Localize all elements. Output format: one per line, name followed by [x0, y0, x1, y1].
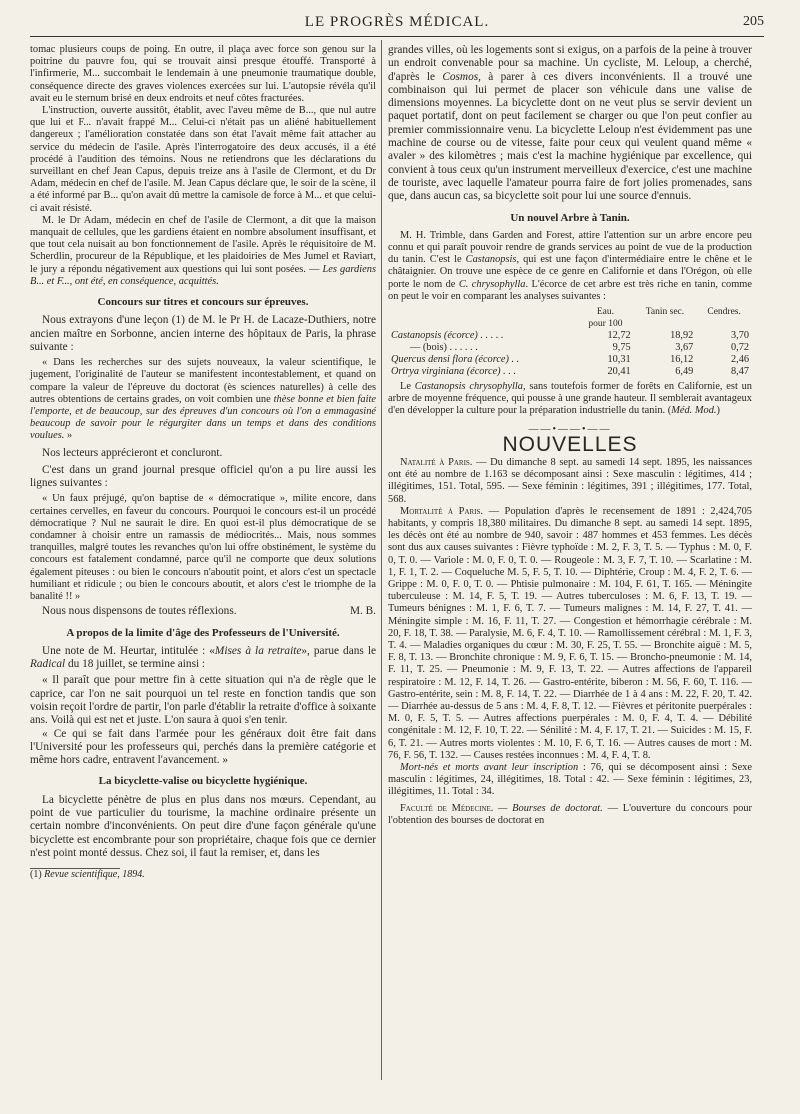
- left-column: [30, 44, 376, 881]
- paragraph: M. le Dr Adam, médecin en chef de l'asile de Clermont, a dit que la maison manquait de cellules, que les gardiens étaient en nombre absolument insuffisant, et que tout cela nuisait au bon fonctionnement de l'asile. Après le réquisitoire de M. Scherdlin, procureur de la République, et les plaidoiries de Mes Jumel et Raviart, le jury a répondu négativement aux questions qui lui sont posées. — Les gardiens B... et F..., ont été, en conséquence, acquittés.: [30, 214, 376, 287]
- tannin-table: [388, 306, 752, 378]
- news-item: Mortalité à Paris. — Population d'après le recensement de 1891 : 2,424,705 habitants, y compris 18,380 militaires. Du dimanche 8 sept. au samedi 14 sept. 1895, les décès ont été au nombre de 940, savoir : 487 hommes et 453 femmes. Les décès sont dus aux causes suivantes : Fièvre typhoïde : M. 2, F. 3, T. 5. — Typhus : M. 0, F. 0, T. 0. — Variole : M. 0, F. 0, T. 0. — Rougeole : M. 3, F. 7, T. 10. — Scarlatine : M. 1, F. 1, T. 2. — Coqueluche M. 5, F. 5, T. 10. — Diphtérie, Croup : M. 4, F. 2, T. 6. — Grippe : M. 0, F. 0, T. 0. — Phtisie pulmonaire : M. 104, F. 61, T. 165. — Méningite tuberculeuse : M. 14, F. 5, T. 19. — Autres tuberculoses : M. 6, F. 13, T. 19. — Tumeurs bénignes : M. 1, F. 6, T. 7. — Tumeurs malignes : M. 14, F. 27, T. 41. — Méningite simple : M. 16, F. 11, T. 27. — Congestion et hémorrhagie cérébrale : M. 20, F. 18, T. 38. — Paralysie, M. 6, F. 4, T. 10. — Ramollissement cérébral : M. 1, F. 3, T. 4. — Maladies organiques du cœur : M. 30, F. 25, T. 55. — Bronchite aiguë : M. 5, F. 8, T. 13. — Bronchite chronique : M. 9, F. 6, T. 15. — Broncho-pneumonie : M. 14, F. 11, T. 25. — Pneumonie : M. 9, F. 13, T. 22. — Autres affections de l'appareil respiratoire : M. 12, F. 14, T. 26. — Gastro-entérite, biberon : M. 56, F. 60, T. 116. — Gastro-entérite, sein : M. 8, F. 14, T. 22. — Diarrhée de 1 à 4 ans : M. 22, F. 20, T. 42. — Diarrhée au-dessus de 5 ans : M. 4, F. 8, T. 12. — Fièvres et péritonite puerpérales : M. 0, F. 5, T. 5. — Autres affections puerpérales : M. 0, F. 4, T. 4. — Débilité congénitale : M. 12, F. 10, T. 22. — Sénilité : M. 4, F. 17, T. 21. — Suicides : M. 15, F. 6, T. 21. — Autres morts violentes : M. 10, F. 6, T. 16. — Autres causes de mort : M. 76, F. 56, T. 132. — Causes restées inconnues : M. 4, F. 4, T. 8.: [388, 505, 752, 761]
- section-heading: Concours sur titres et concours sur épreuves.: [97, 296, 309, 309]
- table-header-row: [388, 306, 752, 318]
- table-row: Ortrya virginiana (écorce) . . . 20,41 6,49 8,47: [391, 365, 749, 377]
- paragraph: C'est dans un grand journal presque officiel qu'on a pu lire aussi les lignes suivantes :: [30, 463, 376, 490]
- paragraph: Une note de M. Heurtar, intitulée : «Mises à la retraite», parue dans le Radical du 18 juillet, se termine ainsi :: [30, 644, 376, 671]
- paragraph: Nos lecteurs apprécieront et concluront.: [42, 446, 223, 459]
- paragraph: M. H. Trimble, dans Garden and Forest, attire l'attention sur un arbre encore peu connu et qui paraît pouvoir rendre de grands services au point de vue de la production du tanin. C'est le Castanopsis, qui est une façon d'intermédiaire entre le chêne et le châtaignier. On trouve une espèce de ce genre en Californie et dans l'Orégon, où elle porte le nom de C. chrysophylla. L'écorce de cet arbre est très riche en tanin, comme on peut le voir en comparant les analyses suivantes :: [388, 229, 752, 302]
- table-row: — (bois) . . . . . . 9,75 3,67 0,72: [410, 341, 749, 353]
- section-heading: La bicyclette-valise ou bicyclette hygiénique.: [98, 775, 308, 788]
- column-header: Tanin sec.: [645, 306, 685, 317]
- quotation: « Ce qui se fait dans l'armée pour les généraux doit être fait dans l'Université pour les professeurs qui, perchés dans la première catégorie et même hors cadre, entravent l'avancement. »: [30, 727, 376, 767]
- quotation: « Un faux préjugé, qu'on baptise de « démocratique », milite encore, dans certaines cervelles, en faveur du concours. Pourquoi le concours est-il un procédé démocratique ? Nul ne saurait le dire. En quoi est-il plus démocratique de se condamner à choisir entre un ramassis de médiocrités... Mais, nous sommes tranquilles, malgré toutes les revanches qu'on lui offre obstinément, le système du concours est fatalement condamné, parce qu'il ne comporte que deux solutions également piteuses : ou bien le concours n'aboutit point, et alors c'est un spectacle humiliant et ridicule ; ou bien le concours aboutit, et alors c'est le triomphe de la banalité !! »: [30, 493, 376, 603]
- journal-title: LE PROGRÈS MÉDICAL.: [304, 14, 490, 30]
- paragraph: Le Castanopsis chrysophylla, sans toutefois former de forêts en Californie, est un arbre de moyenne fréquence, qui pousse à une grande hauteur. Il semblerait avantageux d'en développer la culture pour la préparation industrielle du tanin. (Méd. Mod.): [388, 380, 752, 417]
- column-header: Eau.: [596, 306, 615, 317]
- paragraph: tomac plusieurs coups de poing. En outre, il plaça avec force son genou sur la poitrine du pauvre fou, qui se trouvait ainsi presque étouffé. Transporté à l'infirmerie, M... succombait le lendemain à une pneumonie traumatique double, conséquence directe des graves violences exercées sur lui. L'autopsie révéla qu'il avait eu le sternum brisé en deux endroits et neuf côtes fracturées.: [30, 44, 376, 104]
- paragraph: La bicyclette pénètre de plus en plus dans nos mœurs. Cependant, au point de vue particulier du tourisme, la machine ordinaire présente un certain nombre d'inconvénients. On peut dire d'une façon générale qu'une bicyclette est encombrante pour son propriétaire, chaque fois que ce dernier n'est point monté dessus. Chez soi, il faut la remiser, et, dans les: [30, 793, 376, 859]
- quotation: « Dans les recherches sur des sujets nouveaux, la valeur scientifique, le jugement, l'originalité de l'auteur se manifestent incontestablement, et quand on compare la valeur de l'épreuve du doctorat (ès sciences naturelles) à celle des autres obtentions de certains grades, on voit combien une thèse bonne et bien faite l'emporte, et de beaucoup, sur des épreuves d'un concours où l'on a emmagasiné beaucoup de savoir pour le régurgiter dans un temps et dans des conditions voulues. »: [30, 357, 376, 442]
- table-row: Castanopsis (écorce) . . . . . 12,72 18,92 3,70: [391, 329, 749, 341]
- page-header: [30, 10, 764, 37]
- quotation: « Il paraît que pour mettre fin à cette situation qui n'a de règle que le caprice, car l'on ne sait pourquoi un tel reste en fonction tandis que son voisin reçoit l'ordre de partir, l'on parle d'établir la retraite d'office à soixante ans. Voilà qui est net et juste. L'on saura à quoi s'en tenir.: [30, 674, 376, 727]
- paragraph: L'instruction, ouverte aussitôt, établit, avec l'aveu même de B..., que nul autre que lui et F... n'avait frappé M... Celui-ci n'était pas un aliéné habituellement dangereux ; l'amélioration constatée dans son état l'avait même fait attacher au service du médecin de l'asile. Après l'interrogatoire des deux accusés, il a été procédé à l'audition des témoins. Nous ne retiendrons que les déclarations du surveillant en chef Jean Capus, depuis treize ans à l'asile de Clermont, et du Dr Adam, médecin en chef de l'asile. M. Jean Capus déclare que, le soir de la scène, il a été informé par B... qu'on avait dû mettre la camisole de force à M... et que celui-ci avait résisté.: [30, 105, 376, 214]
- section-heading: Un nouvel Arbre à Tanin.: [510, 211, 630, 224]
- author-initials: M. B.: [349, 605, 376, 618]
- column-divider: [381, 40, 382, 1080]
- page-number: 205: [743, 14, 764, 29]
- paragraph: Nous extrayons d'une leçon (1) de M. le Pr H. de Lacaze-Duthiers, notre ancien maître en Sorbonne, ancien interne des hôpitaux de Paris, la phrase suivante :: [30, 314, 376, 353]
- section-heading: A propos de la limite d'âge des Professeurs de l'Université.: [66, 626, 340, 639]
- news-item: Mort-nés et morts avant leur inscription : 76, qui se décomposent ainsi : Sexe masculin : légitimes, 24, illégitimes, 18. Total : 42. — Sexe féminin : légitimes, 23, illégitimes, 11. Total : 34.: [388, 762, 752, 798]
- ornament-divider: ——•——•——: [528, 423, 612, 435]
- table-row: Quercus densi flora (écorce) . . 10,31 16,12 2,46: [391, 353, 749, 365]
- right-column: [388, 44, 752, 827]
- footnote: (1) Revue scientifique, 1894.: [30, 869, 145, 881]
- signature-line: Nous nous dispensons de toutes réflexions. M. B.: [42, 605, 376, 618]
- nouvelles-heading: NOUVELLES: [502, 432, 638, 456]
- news-item: Natalité à Paris. — Du dimanche 8 sept. au samedi 14 sept. 1895, les naissances ont été au nombre de 1.163 se décomposant ainsi : Sexe masculin : légitimes, 414 ; illégitimes, 151. Total, 595. — Sexe féminin : légitimes, 391 ; illégitimes, 177. Total, 568.: [388, 457, 752, 505]
- news-item: Faculté de Médecine. — Bourses de doctorat. — L'ouverture du concours pour l'obtention des bourses de doctorat en: [388, 802, 752, 826]
- unit-label: pour 100: [588, 318, 623, 329]
- column-header: Cendres.: [707, 306, 741, 317]
- paragraph: grandes villes, où les logements sont si exigus, on a parfois de la peine à trouver un endroit convenable pour sa machine. Un cycliste, M. Leloup, a cherché, d'après le Cosmos, à parer à ces divers inconvénients. Il a trouvé une combinaison qui lui permet de placer son véhicule dans une valise de dimensions moyennes. La bicyclette dont on ne veut plus se servir devient un paquet portatif, dont on peut facilement se charger ou que l'on peut confier au premier commissionnaire venu. La bicyclette Leloup n'est évidemment pas une machine de course ou de vitesse, faite pour ceux qui veulent quand même « avaler » des kilomètres ; mais c'est la machine hygiénique par excellence, qui convient à tous ceux qu'un instrument merveilleux d'exercice, c'est une machine de touriste, avec laquelle l'amateur pourra faire de fort jolies promenades, sans que, dans aucun cas, sa bicyclette soit pour lui une source d'ennuis.: [388, 44, 753, 203]
